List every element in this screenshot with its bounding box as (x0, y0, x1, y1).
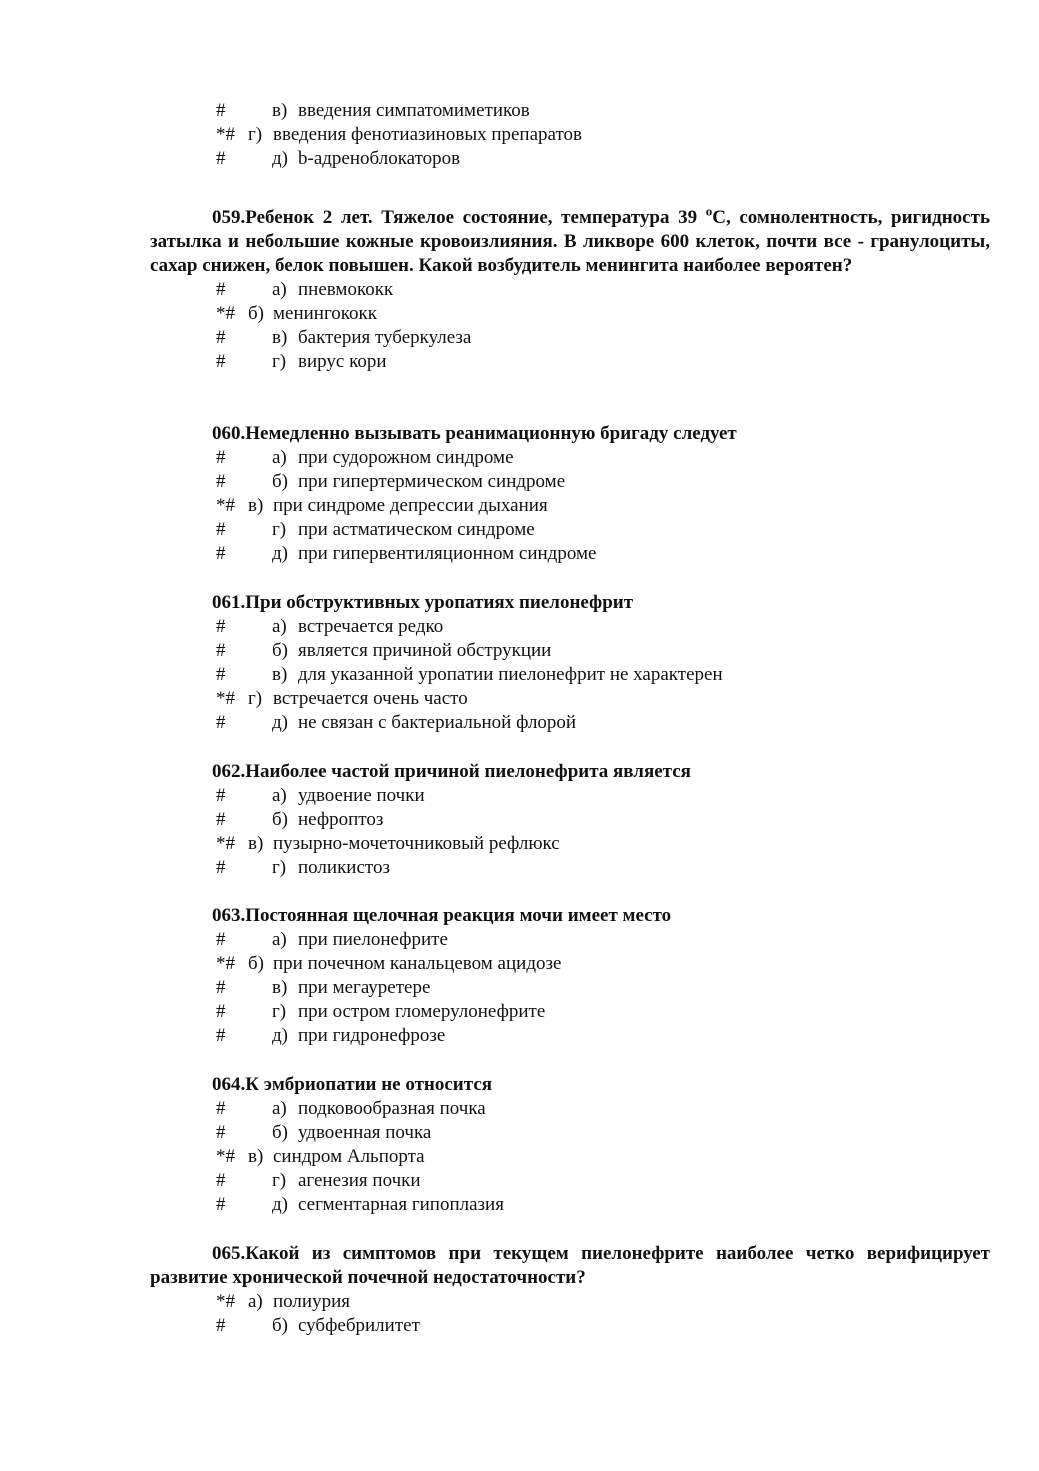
answer-option (0, 1097, 1039, 1121)
option-letter: а) (272, 447, 287, 468)
option-letter: г) (272, 857, 287, 878)
option-letter: г) (272, 351, 287, 372)
question-title: 062.Наиболее частой причиной пиелонефрита является (212, 761, 691, 782)
answer-option-correct (0, 1145, 1039, 1169)
option-letter: г) (272, 1001, 287, 1022)
answer-option-correct (0, 952, 1039, 976)
option-text: при гипертермическом синдроме (298, 471, 566, 492)
option-mark: # (216, 857, 226, 878)
answer-option (0, 784, 1039, 808)
option-letter: д) (272, 1025, 288, 1046)
option-mark: # (216, 640, 226, 661)
option-list (0, 278, 1039, 374)
option-mark: *# (216, 953, 235, 974)
answer-option-correct (0, 302, 1039, 326)
question-title (150, 203, 990, 278)
option-text: при почечном канальцевом ацидозе (273, 953, 562, 974)
option-letter: в) (272, 977, 288, 998)
option-letter: б) (272, 1315, 288, 1336)
degree-superscript: o (705, 203, 713, 219)
option-letter: б) (272, 640, 288, 661)
option-letter: а) (272, 616, 287, 637)
answer-option (0, 808, 1039, 832)
option-text: удвоенная почка (298, 1122, 432, 1143)
option-mark: # (216, 1122, 226, 1143)
option-mark: # (216, 543, 226, 564)
option-mark: # (216, 1098, 226, 1119)
question-title: 061.При обструктивных уропатиях пиелонефрит (212, 592, 634, 613)
answer-option (0, 326, 1039, 350)
option-letter: г) (272, 519, 287, 540)
option-mark: # (216, 471, 226, 492)
answer-option (0, 663, 1039, 687)
answer-option (0, 1000, 1039, 1024)
answer-option (0, 976, 1039, 1000)
option-mark: # (216, 977, 226, 998)
option-mark: *# (216, 124, 235, 145)
option-mark: # (216, 279, 226, 300)
option-text: при пиелонефрите (298, 929, 448, 950)
option-text: встречается редко (298, 616, 444, 637)
question-064 (0, 1073, 1039, 1217)
option-text: не связан с бактериальной флорой (298, 712, 577, 733)
question-title-part: С, сомнолентность, ригидность затылка и небольшие кожные кровоизлияния. В ликворе 600 клеток, почти все - гранулоциты, сахар снижен, белок повышен. Какой возбудитель менингита наиболее вероятен? (150, 207, 990, 276)
answer-option (0, 99, 1039, 123)
option-list (0, 446, 1039, 566)
option-letter: а) (248, 1291, 263, 1312)
option-text: b-адреноблокаторов (298, 148, 461, 169)
option-text: при астматическом синдроме (298, 519, 535, 540)
option-text: введения симпатомиметиков (298, 100, 530, 121)
option-letter: д) (272, 1194, 288, 1215)
option-mark: # (216, 1194, 226, 1215)
option-mark: # (216, 616, 226, 637)
option-letter: а) (272, 1098, 287, 1119)
question-062 (0, 760, 1039, 880)
option-text: подковообразная почка (298, 1098, 486, 1119)
answer-option-correct (0, 687, 1039, 711)
option-mark: # (216, 148, 226, 169)
question-061 (0, 591, 1039, 735)
option-mark: # (216, 1001, 226, 1022)
option-text: менингококк (273, 303, 378, 324)
option-text: полиурия (273, 1291, 350, 1312)
answer-option (0, 1169, 1039, 1193)
option-mark: # (216, 929, 226, 950)
option-letter: г) (272, 1170, 287, 1191)
option-letter: г) (248, 124, 263, 145)
option-letter: г) (248, 688, 263, 709)
option-list (0, 1097, 1039, 1217)
option-letter: в) (248, 1146, 264, 1167)
answer-option (0, 615, 1039, 639)
option-text: встречается очень часто (273, 688, 468, 709)
question-065 (0, 1242, 1039, 1338)
option-letter: а) (272, 279, 287, 300)
answer-option (0, 147, 1039, 171)
option-list (0, 615, 1039, 735)
answer-option-correct (0, 494, 1039, 518)
option-text: при остром гломерулонефрите (298, 1001, 546, 1022)
option-letter: д) (272, 712, 288, 733)
option-list (0, 928, 1039, 1048)
question-title-part: 059.Ребенок 2 лет. Тяжелое состояние, температура 39 (212, 207, 706, 228)
option-letter: б) (272, 809, 288, 830)
option-mark: *# (216, 303, 235, 324)
option-text: при судорожном синдроме (298, 447, 514, 468)
option-letter: а) (272, 929, 287, 950)
answer-option-correct (0, 1290, 1039, 1314)
question-059 (0, 203, 1039, 374)
answer-option-correct (0, 123, 1039, 147)
option-mark: # (216, 100, 226, 121)
option-text: субфебрилитет (298, 1315, 420, 1336)
option-text: пневмококк (298, 279, 394, 300)
answer-option (0, 1314, 1039, 1338)
option-letter: д) (272, 148, 288, 169)
option-letter: в) (272, 100, 288, 121)
option-text: вирус кори (298, 351, 387, 372)
option-letter: в) (248, 833, 264, 854)
option-mark: # (216, 327, 226, 348)
option-mark: *# (216, 495, 235, 516)
option-mark: # (216, 712, 226, 733)
option-mark: # (216, 351, 226, 372)
option-letter: б) (272, 1122, 288, 1143)
answer-option (0, 278, 1039, 302)
option-letter: д) (272, 543, 288, 564)
question-063 (0, 904, 1039, 1048)
option-letter: а) (272, 785, 287, 806)
option-list (0, 784, 1039, 880)
option-text: при гипервентиляционном синдроме (298, 543, 597, 564)
option-mark: # (216, 447, 226, 468)
answer-option (0, 446, 1039, 470)
option-letter: в) (272, 327, 288, 348)
top-options (0, 99, 1039, 171)
option-text: сегментарная гипоплазия (298, 1194, 504, 1215)
question-title: 060.Немедленно вызывать реанимационную бригаду следует (212, 423, 737, 444)
option-mark: # (216, 1315, 226, 1336)
option-mark: # (216, 785, 226, 806)
answer-option (0, 639, 1039, 663)
option-text: для указанной уропатии пиелонефрит не характерен (298, 664, 723, 685)
option-text: поликистоз (298, 857, 390, 878)
question-title: 063.Постоянная щелочная реакция мочи имеет место (212, 905, 672, 926)
option-mark: # (216, 519, 226, 540)
answer-option (0, 711, 1039, 735)
answer-option (0, 470, 1039, 494)
option-text: пузырно-мочеточниковый рефлюкс (273, 833, 560, 854)
answer-option (0, 350, 1039, 374)
option-mark: # (216, 664, 226, 685)
option-text: является причиной обструкции (298, 640, 552, 661)
answer-option (0, 856, 1039, 880)
option-text: при гидронефрозе (298, 1025, 446, 1046)
option-mark: # (216, 1025, 226, 1046)
answer-option (0, 1193, 1039, 1217)
answer-option (0, 1024, 1039, 1048)
option-letter: б) (248, 303, 264, 324)
option-text: агенезия почки (298, 1170, 421, 1191)
answer-option (0, 1121, 1039, 1145)
option-text: нефроптоз (298, 809, 384, 830)
option-mark: *# (216, 1291, 235, 1312)
answer-option (0, 542, 1039, 566)
question-060 (0, 422, 1039, 566)
question-title: 065.Какой из симптомов при текущем пиелонефрите наиболее четко верифицирует развитие хронической почечной недостаточности? (150, 1243, 990, 1288)
option-letter: б) (248, 953, 264, 974)
option-text: введения фенотиазиновых препаратов (273, 124, 583, 145)
option-mark: *# (216, 833, 235, 854)
option-mark: # (216, 809, 226, 830)
option-text: при синдроме депрессии дыхания (273, 495, 548, 516)
option-text: бактерия туберкулеза (298, 327, 472, 348)
option-text: синдром Альпорта (273, 1146, 425, 1167)
option-letter: б) (272, 471, 288, 492)
option-letter: в) (248, 495, 264, 516)
question-title: 064.К эмбриопатии не относится (212, 1074, 493, 1095)
answer-option (0, 518, 1039, 542)
option-list (0, 1290, 1039, 1338)
option-mark: # (216, 1170, 226, 1191)
answer-option-correct (0, 832, 1039, 856)
option-mark: *# (216, 1146, 235, 1167)
option-letter: в) (272, 664, 288, 685)
answer-option (0, 928, 1039, 952)
option-text: при мегауретере (298, 977, 431, 998)
option-text: удвоение почки (298, 785, 425, 806)
option-mark: *# (216, 688, 235, 709)
